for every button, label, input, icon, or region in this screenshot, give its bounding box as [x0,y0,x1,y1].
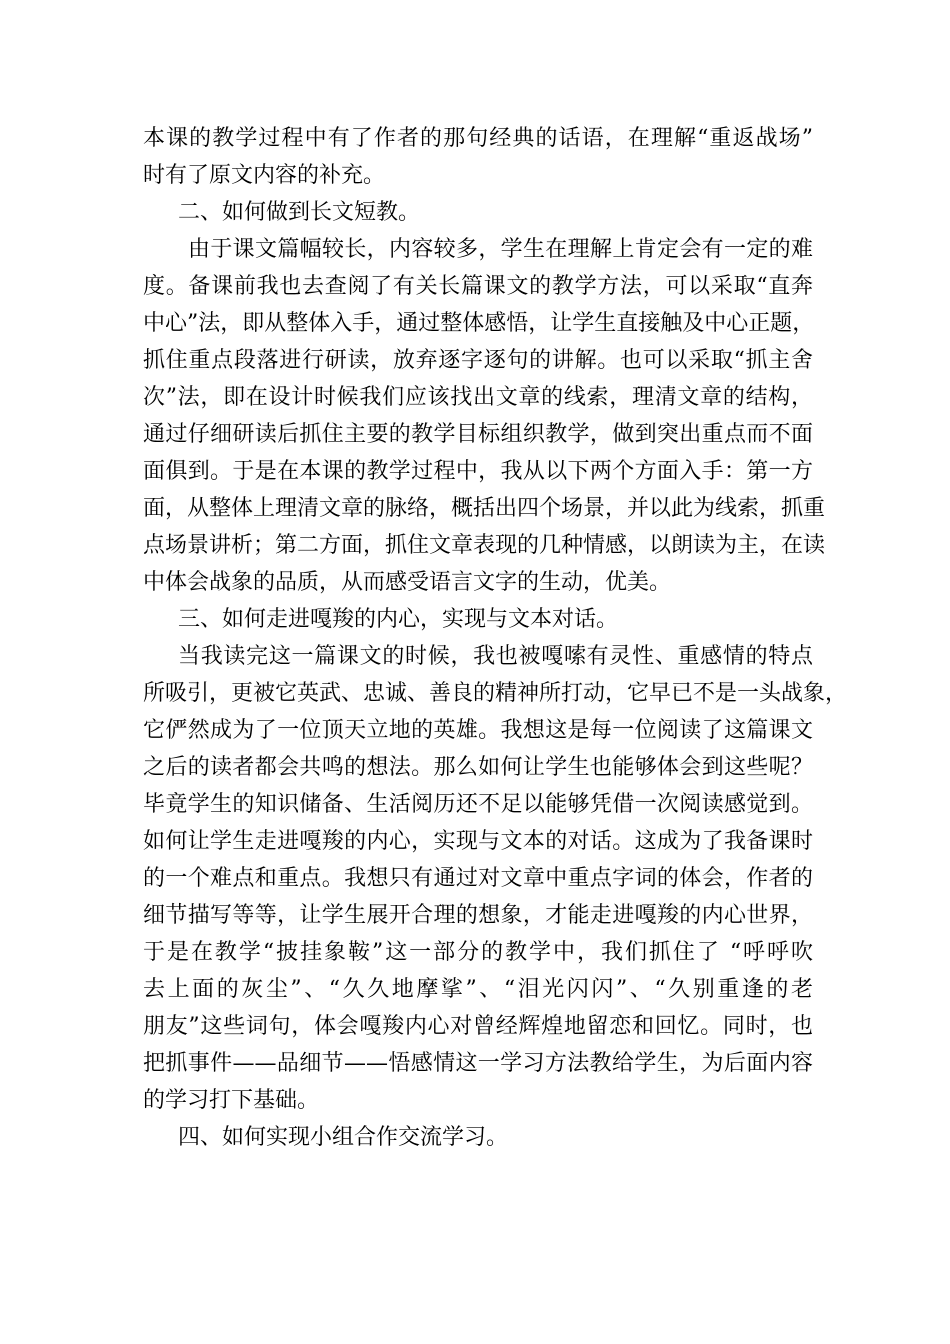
text-line: 把抓事件——品细节——悟感情这一学习方法教给学生，为后面内容 [143,1051,813,1076]
section-heading: 二、如何做到长文短教。 [178,200,421,225]
text-line: 点场景讲析；第二方面，抓住文章表现的几种情感，以朗读为主，在读 [143,533,826,558]
text-line: 中心”法，即从整体入手，通过整体感悟，让学生直接触及中心正题， [143,311,815,336]
text-line: 如何让学生走进嘎羧的内心，实现与文本的对话。这成为了我备课时 [143,829,813,854]
text-line: 次”法，即在设计时候我们应该找出文章的线索，理清文章的结构， [143,385,813,410]
text-line: 中体会战象的品质，从而感受语言文字的生动，优美。 [143,570,672,595]
text-line: 本课的教学过程中有了作者的那句经典的话语，在理解“重返战场” [143,126,813,151]
text-line: 的学习打下基础。 [143,1088,320,1113]
text-line: 于是在教学“披挂象鞍”这一部分的教学中，我们抓住了 “呼呼吹 [143,940,813,965]
text-line: 它俨然成为了一位顶天立地的英雄。我想这是每一位阅读了这篇课文 [143,718,813,743]
text-line: 抓住重点段落进行研读，放弃逐字逐句的讲解。也可以采取“抓主舍 [143,348,813,373]
text-line: 细节描写等等，让学生展开合理的想象，才能走进嘎羧的内心世界， [143,903,813,928]
section-heading: 三、如何走进嘎羧的内心，实现与文本对话。 [178,607,619,632]
text-line: 之后的读者都会共鸣的想法。那么如何让学生也能够体会到这些呢？ [143,755,813,780]
text-line: 去上面的灰尘”、“久久地摩挲”、“泪光闪闪”、“久别重逢的老 [143,977,813,1002]
text-line: 的一个难点和重点。我想只有通过对文章中重点字词的体会，作者的 [143,866,813,891]
text-line: 由于课文篇幅较长，内容较多，学生在理解上肯定会有一定的难 [188,237,813,262]
text-line: 通过仔细研读后抓住主要的教学目标组织教学，做到突出重点而不面 [143,422,813,447]
text-line: 时有了原文内容的补充。 [143,163,386,188]
text-line: 朋友”这些词句，体会嘎羧内心对曾经辉煌地留恋和回忆。同时，也 [143,1014,813,1039]
text-line: 当我读完这一篇课文的时候，我也被嘎嗦有灵性、重感情的特点 [178,644,813,669]
text-line: 面俱到。于是在本课的教学过程中，我从以下两个方面入手：第一方 [143,459,813,484]
text-line: 毕竟学生的知识储备、生活阅历还不足以能够凭借一次阅读感觉到。 [143,792,813,817]
text-line: 度。备课前我也去查阅了有关长篇课文的教学方法，可以采取“直奔 [143,274,813,299]
document-body [143,120,848,1156]
text-line: 所吸引，更被它英武、忠诚、善良的精神所打动，它早已不是一头战象， [143,681,848,706]
section-heading: 四、如何实现小组合作交流学习。 [178,1125,509,1150]
text-line: 面，从整体上理清文章的脉络，概括出四个场景，并以此为线索，抓重 [143,496,826,521]
